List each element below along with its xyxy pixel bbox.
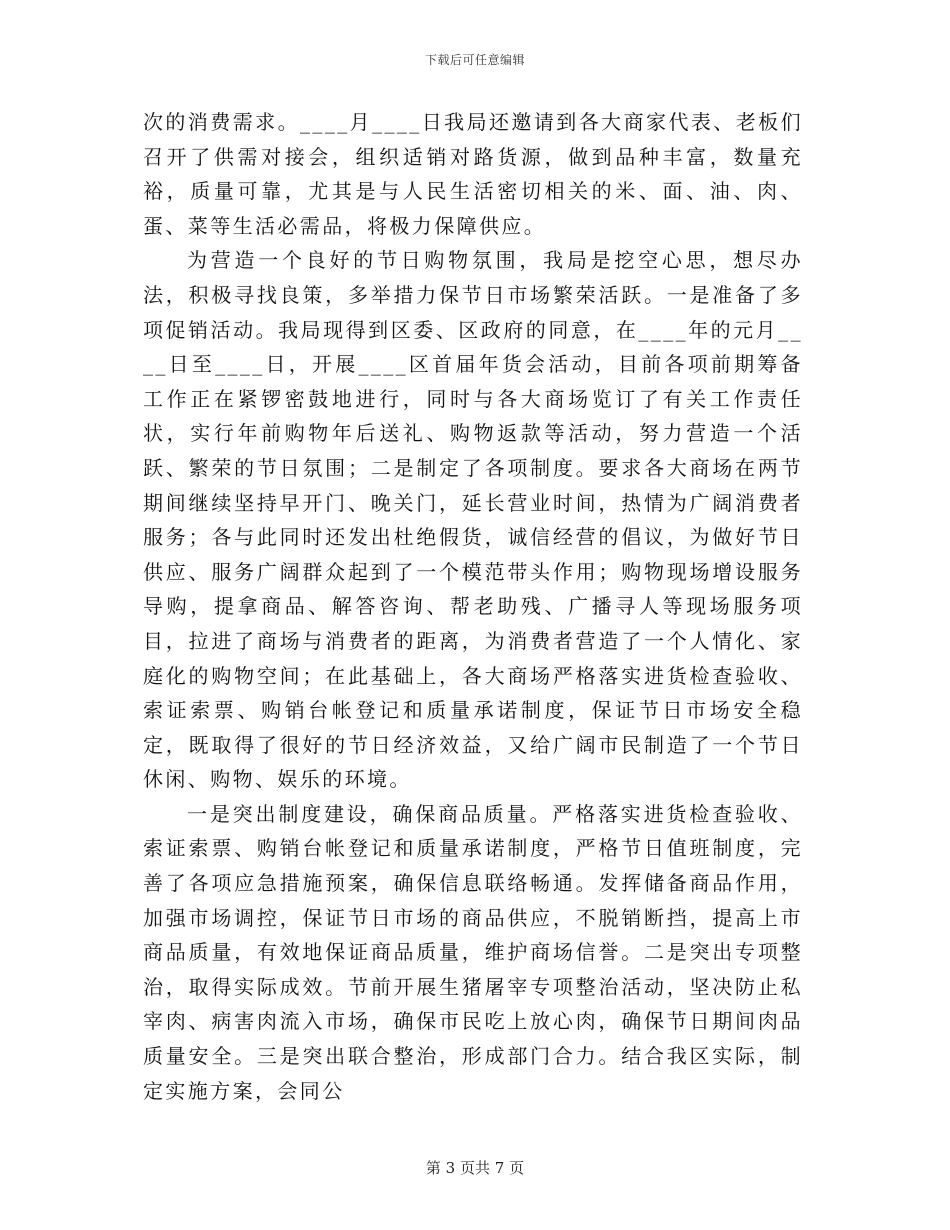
page-footer: 第 3 页共 7 页 <box>425 1159 525 1177</box>
paragraph-2: 为营造一个良好的节日购物氛围，我局是挖空心思，想尽办法，积极寻找良策，多举措力保节日市场繁荣活跃。一是准备了多项促销活动。我局现得到区委、区政府的同意，在____年的元月____日至____日，开展____区首届年货会活动，目前各项前期筹备工作正在紧锣密鼓地进行，同时与各大商场览订了有关工作责任状，实行年前购物年后送礼、购物返款等活动，努力营造一个活跃、繁荣的节日氛围；二是制定了各项制度。要求各大商场在两节期间继续坚持早开门、晚关门，延长营业时间，热情为广阔消费者服务；各与此同时还发出杜绝假货，诚信经营的倡议，为做好节日供应、服务广阔群众起到了一个模范带头作用；购物现场增设服务导购，提拿商品、解答咨询、帮老助残、广播寻人等现场服务项目，拉进了商场与消费者的距离，为消费者营造了一个人情化、家庭化的购物空间；在此基础上，各大商场严格落实进货检查验收、索证索票、购销台帐登记和质量承诺制度，保证节日市场安全稳定，既取得了很好的节日经济效益，又给广阔市民制造了一个节日休闲、购物、娱乐的环境。 <box>143 248 803 792</box>
page-header: 下载后可任意编辑 <box>424 53 525 67</box>
paragraph-1: 次的消费需求。____月____日我局还邀请到各大商家代表、老板们召开了供需对接会，组织适销对路货源，做到品种丰富，数量充裕，质量可靠，尤其是与人民生活密切相关的米、面、油、肉、蛋、菜等生活必需品，将极力保障供应。 <box>143 110 803 238</box>
paragraph-3: 一是突出制度建设，确保商品质量。严格落实进货检查验收、索证索票、购销台帐登记和质量承诺制度，严格节日值班制度，完善了各项应急措施预案，确保信息联络畅通。发挥储备商品作用，加强市场调控，保证节日市场的商品供应，不脱销断挡，提高上市商品质量，有效地保证商品质量，维护商场信誉。二是突出专项整治，取得实际成效。节前开展生猪屠宰专项整治活动，坚决防止私宰肉、病害肉流入市场，确保市民吃上放心肉，确保节日期间肉品质量安全。三是突出联合整治，形成部门合力。结合我区实际，制定实施方案，会同公 <box>143 801 803 1103</box>
document-body <box>143 105 803 1108</box>
